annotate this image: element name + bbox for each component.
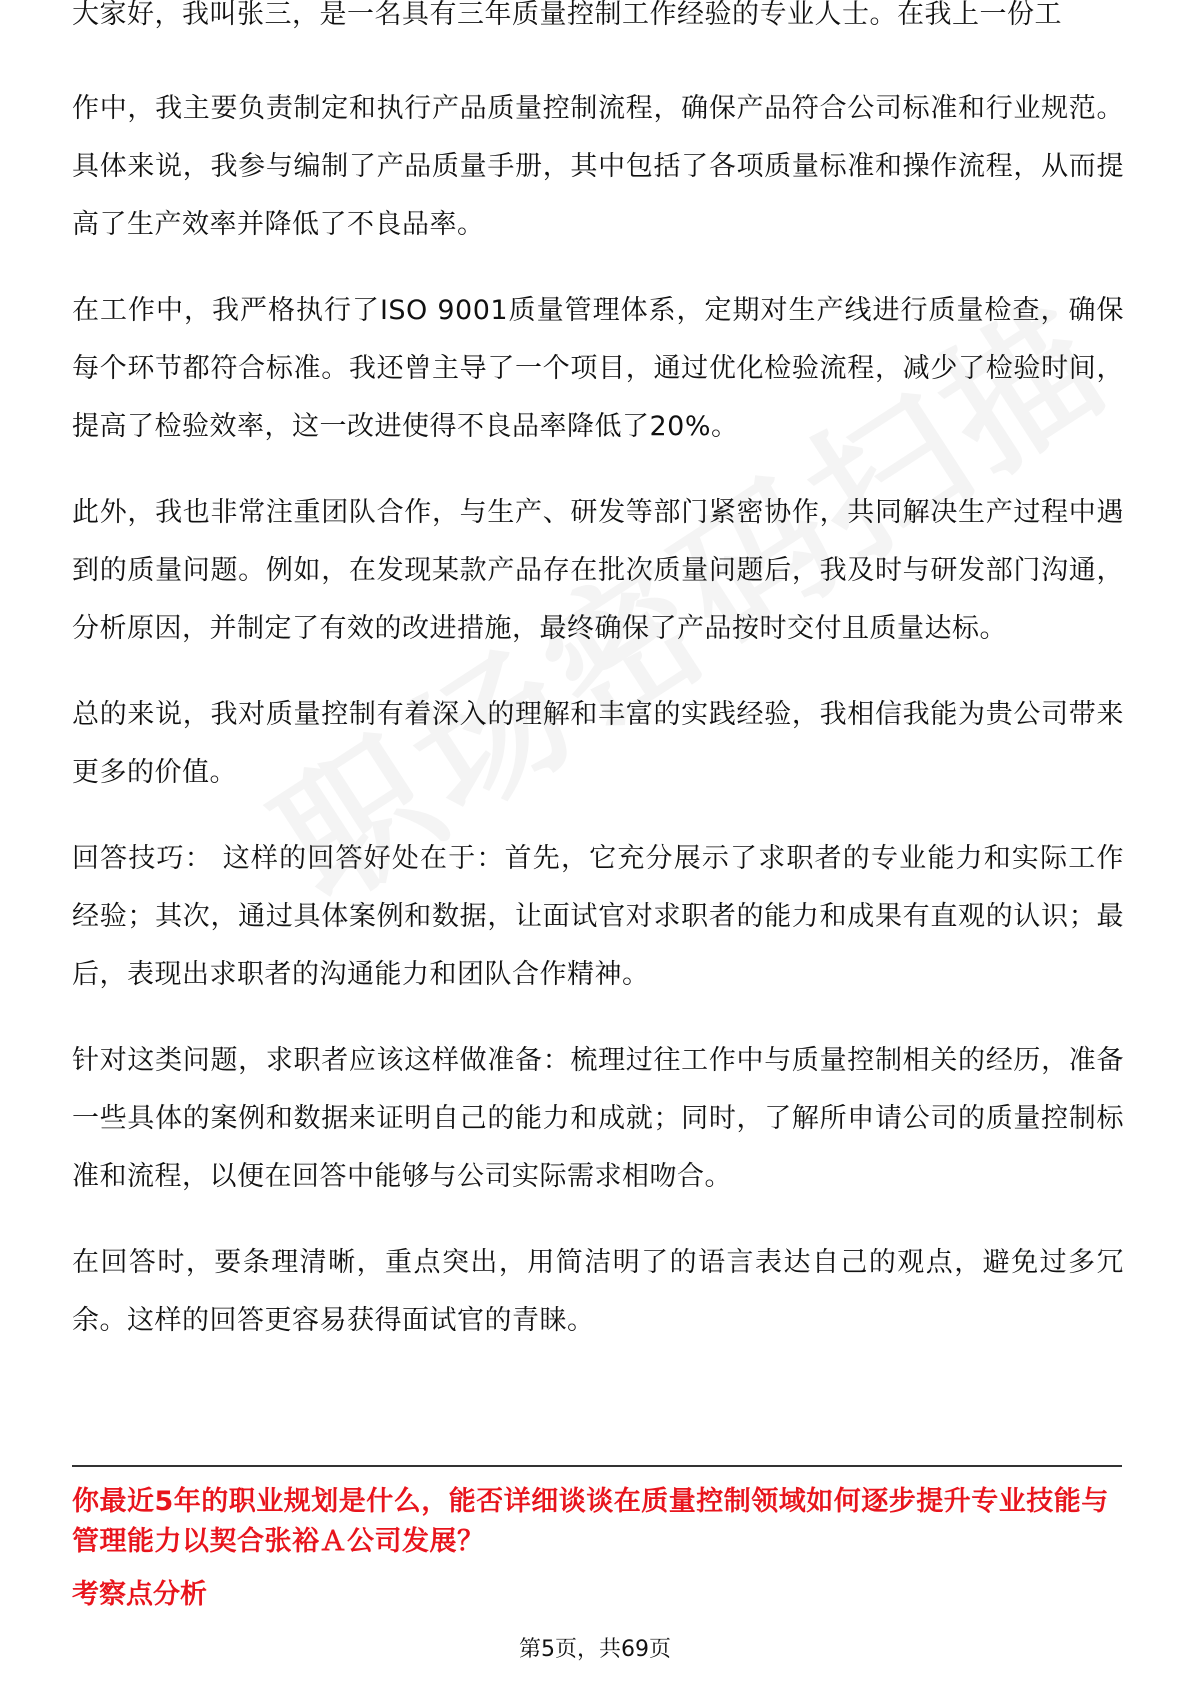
paragraph-2: 在工作中，我严格执行了ISO 9001质量管理体系，定期对生产线进行质量检查，确保每个环节都符合标准。我还曾主导了一个项目，通过优化检验流程，减少了检验时间，提高了检验效率，这一改进使得不良品率降低了20%。 bbox=[72, 295, 1124, 442]
cut-off-top-line: 大家好，我叫张三，是一名具有三年质量控制工作经验的专业人士。在我上一份工 bbox=[72, 0, 1062, 30]
paragraph-4: 总的来说，我对质量控制有着深入的理解和丰富的实践经验，我相信我能为贵公司带来更多的价值。 bbox=[72, 699, 1124, 788]
preparation-paragraph: 针对这类问题，求职者应该这样做准备：梳理过往工作中与质量控制相关的经历，准备一些具体的案例和数据来证明自己的能力和成就；同时，了解所申请公司的质量控制标准和流程，以便在回答中能够与公司实际需求相吻合。 bbox=[72, 1045, 1124, 1192]
page-number: 第5页，共69页 bbox=[519, 1637, 671, 1662]
paragraph-1: 作中，我主要负责制定和执行产品质量控制流程，确保产品符合公司标准和行业规范。具体来说，我参与编制了产品质量手册，其中包括了各项质量标准和操作流程，从而提高了生产效率并降低了不良品率。 bbox=[72, 93, 1124, 240]
section-divider bbox=[72, 1465, 1122, 1467]
answer-tips-paragraph: 回答技巧： 这样的回答好处在于：首先，它充分展示了求职者的专业能力和实际工作经验；其次，通过具体案例和数据，让面试官对求职者的能力和成果有直观的认识；最后，表现出求职者的沟通能力和团队合作精神。 bbox=[72, 843, 1124, 990]
section-heading: 考察点分析 bbox=[72, 1579, 207, 1610]
answer-body bbox=[72, 80, 1124, 1378]
answering-advice-paragraph: 在回答时，要条理清晰，重点突出，用简洁明了的语言表达自己的观点，避免过多冗余。这样的回答更容易获得面试官的青睐。 bbox=[72, 1247, 1124, 1336]
interview-question: 你最近5年的职业规划是什么，能否详细谈谈在质量控制领域如何逐步提升专业技能与管理能力以契合张裕Ａ公司发展？ bbox=[72, 1486, 1109, 1557]
paragraph-3: 此外，我也非常注重团队合作，与生产、研发等部门紧密协作，共同解决生产过程中遇到的质量问题。例如，在发现某款产品存在批次质量问题后，我及时与研发部门沟通，分析原因，并制定了有效的改进措施，最终确保了产品按时交付且质量达标。 bbox=[72, 497, 1124, 644]
